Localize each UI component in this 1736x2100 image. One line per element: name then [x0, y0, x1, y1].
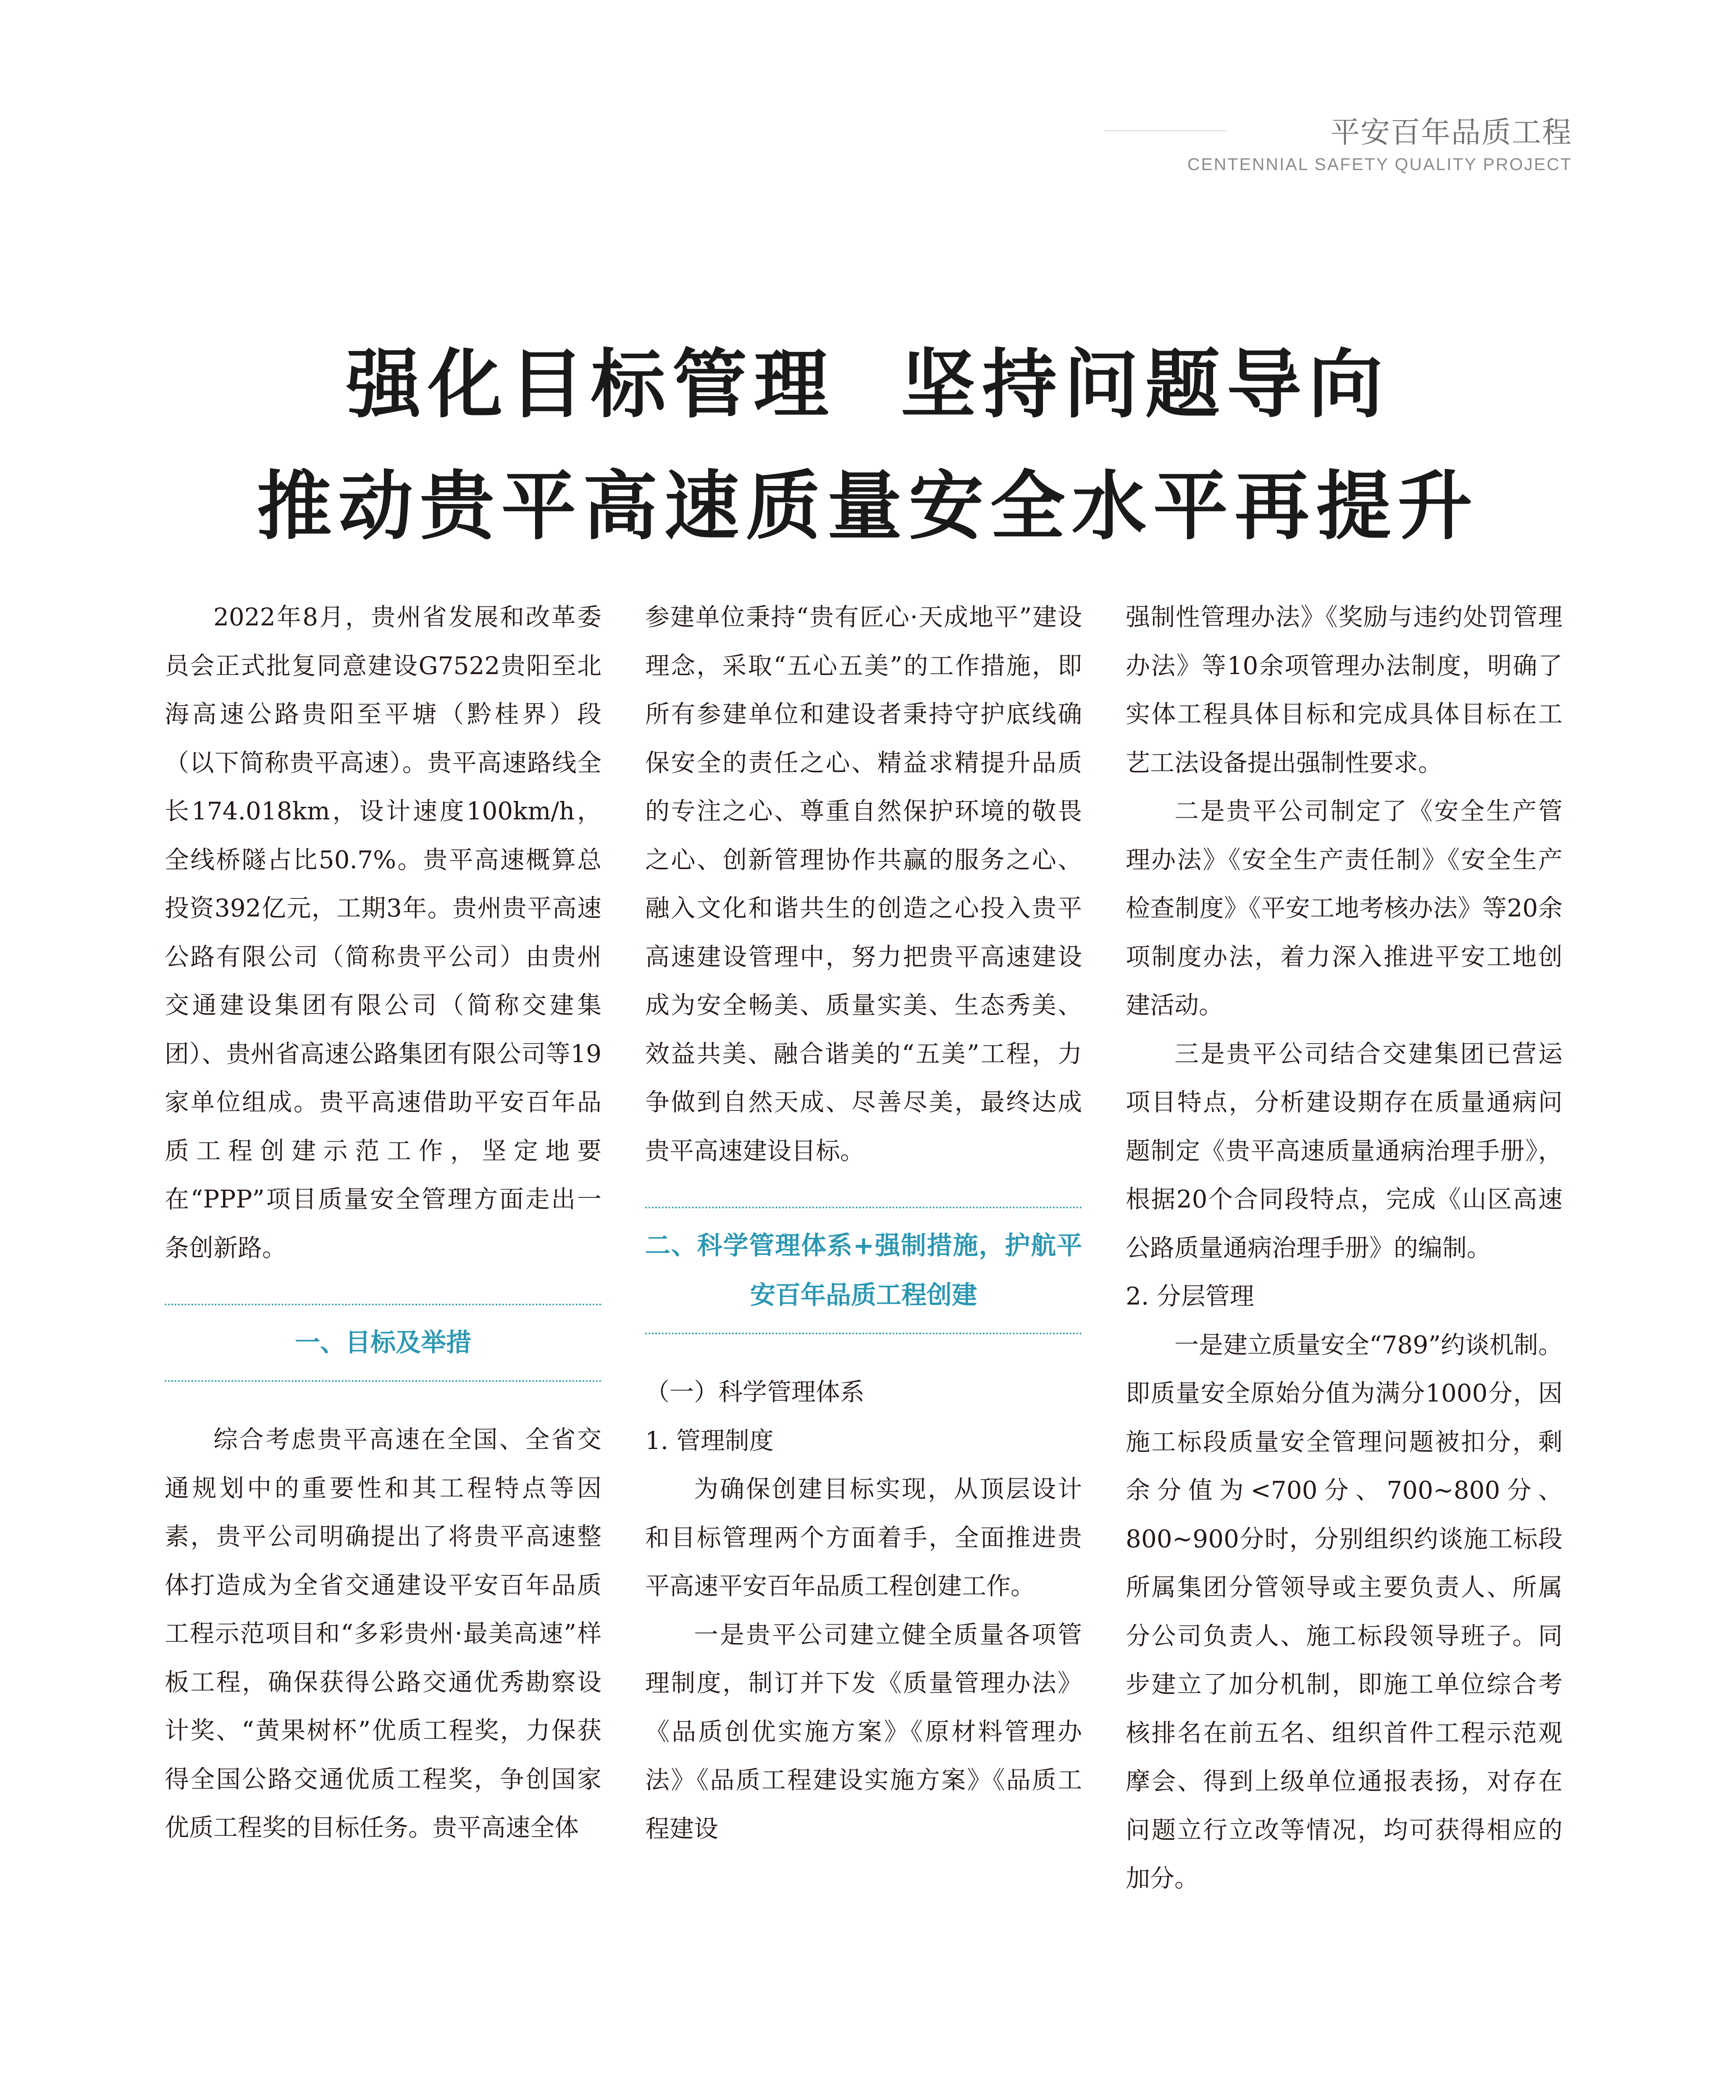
continued-paragraph: 参建单位秉持“贵有匠心·天成地平”建设理念，采取“五心五美”的工作措施，即所有参建单位和建设者秉持守护底线确保安全的责任之心、精益求精提升品质的专注之心、尊重自然保护环境的敬畏之心、创新管理协作共赢的服务之心、融入文化和谐共生的创造之心投入贵平高速建设管理中，努力把贵平高速建设成为安全畅美、质量实美、生态秀美、效益共美、融合谐美的“五美”工程，力争做到自然天成、尽善尽美，最终达成贵平高速建设目标。: [645, 603, 1082, 1165]
quality-defects-paragraph: 三是贵平公司结合交建集团已营运项目特点，分析建设期存在质量通病问题制定《贵平高速质量通病治理手册》，根据20个合同段特点，完成《山区高速公路质量通病治理手册》的编制。: [1126, 1039, 1563, 1262]
column-3: [1126, 593, 1563, 1903]
safety-rules-paragraph: 二是贵平公司制定了《安全生产管理办法》《安全生产责任制》《安全生产检查制度》《平安工地考核办法》等20余项制度办法，着力深入推进平安工地创建活动。: [1126, 797, 1563, 1019]
subheading-layered-management: 2. 分层管理: [1126, 1282, 1254, 1310]
running-head-title: 平安百年品质工程: [1330, 115, 1572, 150]
subheading-management-rules: 1. 管理制度: [645, 1426, 774, 1455]
running-head-subtitle: CENTENNIAL SAFETY QUALITY PROJECT: [1187, 155, 1572, 174]
section1-paragraph: 综合考虑贵平高速在全国、全省交通规划中的重要性和其工程特点等因素，贵平公司明确提出了将贵平高速整体打造成为全省交通建设平安百年品质工程示范项目和“多彩贵州·最美高速”样板工程，确保获得公路交通优秀勘察设计奖、“黄果树杯”优质工程奖，力保获得全国公路交通优质工程奖，争创国家优质工程奖的目标任务。贵平高速全体: [165, 1425, 601, 1842]
article-title-line-2: 推动贵平高速质量安全水平再提升: [257, 462, 1479, 550]
column-1: [165, 593, 601, 1852]
interview-mechanism-paragraph: 一是建立质量安全“789”约谈机制。即质量安全原始分值为满分1000分，因施工标段质量安全管理问题被扣分，剩余分值为<700分、700~800分、800~900分时，分别组织约谈施工标段所属集团分管领导或主要负责人、所属分公司负责人、施工标段领导班子。同步建立了加分机制，即施工单位综合考核排名在前五名、组织首件工程示范观摩会、得到上级单位通报表扬，对存在问题立行立改等情况，均可获得相应的加分。: [1126, 1330, 1563, 1893]
section-heading-1: 一、目标及举措: [165, 1304, 601, 1382]
section-heading-2: 二、科学管理体系+强制措施，护航平安百年品质工程创建: [645, 1207, 1082, 1334]
running-head: [1187, 113, 1572, 177]
subheading-management-system: （一）科学管理体系: [645, 1378, 865, 1406]
management-paragraph-2: 一是贵平公司建立健全质量各项管理制度，制订并下发《质量管理办法》《品质创优实施方案》《原材料管理办法》《品质工程建设实施方案》《品质工程建设: [645, 1620, 1082, 1843]
intro-paragraph: 2022年8月，贵州省发展和改革委员会正式批复同意建设G7522贵阳至北海高速公路贵阳至平塘（黔桂界）段（以下简称贵平高速）。贵平高速路线全长174.018km，设计速度100km/h，全线桥隧占比50.7%。贵平高速概算总投资392亿元，工期3年。贵州贵平高速公路有限公司（简称贵平公司）由贵州交通建设集团有限公司（简称交建集团）、贵州省高速公路集团有限公司等19家单位组成。贵平高速借助平安百年品质工程创建示范工作，坚定地要在“PPP”项目质量安全管理方面走出一条创新路。: [165, 603, 601, 1262]
article-title-line-1: 强化目标管理 坚持问题导向: [346, 340, 1390, 428]
article-title: [0, 323, 1736, 567]
column-2: [645, 593, 1082, 1853]
management-paragraph-1: 为确保创建目标实现，从顶层设计和目标管理两个方面着手，全面推进贵平高速平安百年品质工程创建工作。: [645, 1475, 1082, 1600]
continued-paragraph-col3: 强制性管理办法》《奖励与违约处罚管理办法》等10余项管理办法制度，明确了实体工程具体目标和完成具体目标在工艺工法设备提出强制性要求。: [1126, 603, 1563, 777]
